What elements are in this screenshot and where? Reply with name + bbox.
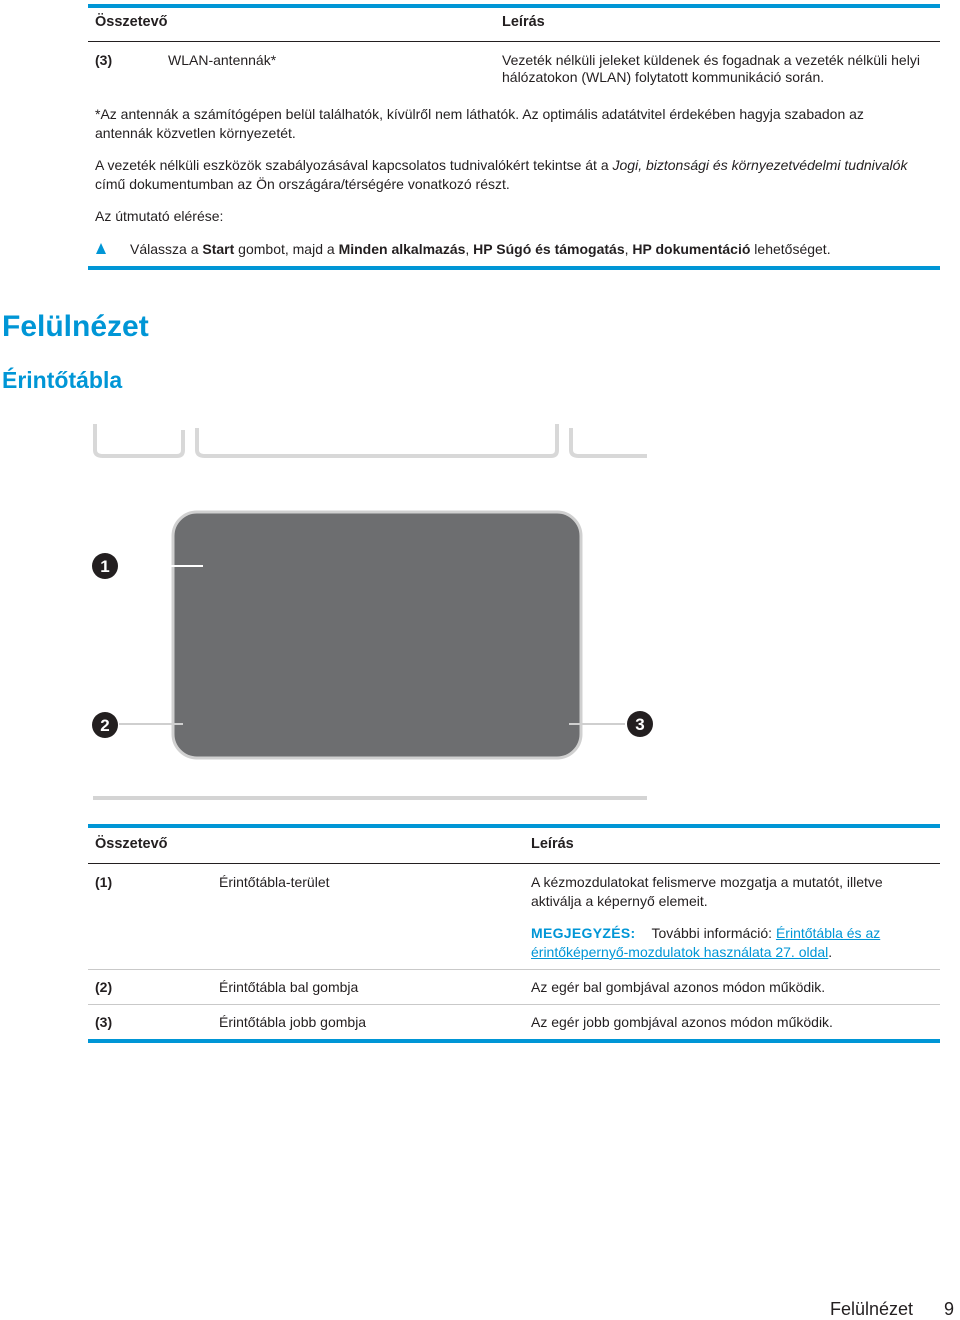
regulatory-paragraph-line2: című dokumentumban az Ön országára/térségére vonatkozó részt. [95,176,510,192]
footer-section-name: Felülnézet [830,1299,914,1319]
table-row-divider [88,1004,940,1005]
note-link-line2[interactable]: érintőképernyő-mozdulatok használata 27. oldal [531,944,829,960]
subsection-title: Érintőtábla [2,367,123,393]
bottom-table-header-divider [88,863,940,864]
note-link-line1[interactable]: Érintőtábla és az [775,925,881,941]
step-text-5: lehetőséget. [750,241,831,257]
keyboard-deck-outline [95,424,183,456]
step-text-1: Válassza a [130,241,203,257]
top-table-header-divider [88,41,940,42]
step-all-apps: Minden alkalmazás [338,241,466,257]
top-table-row-number: (3) [95,52,113,68]
step-hp-docs: HP dokumentáció [632,241,751,257]
touchpad-surface [173,512,581,758]
note-label: MEGJEGYZÉS: [531,925,636,941]
bottom-table-header-description: Leírás [531,836,574,852]
table-row-1-number: (1) [95,874,113,890]
top-table-bottom-rule [88,266,940,270]
step-text-3: , [465,241,474,257]
step-hp-help: HP Súgó és támogatás [473,241,625,257]
callout-2-label: 2 [100,716,110,735]
note-text: További információ: [651,925,776,941]
guide-step [130,240,831,259]
table-row-1-desc-line2: aktiválja a képernyő elemeit. [531,893,708,909]
top-table-row-desc-line1: Vezeték nélküli jeleket küldenek és fogadnak a vezeték nélküli helyi [502,52,920,68]
bottom-table-top-rule [88,824,940,828]
step-text-2: gombot, majd a [234,241,339,257]
step-start: Start [202,241,235,257]
table-row-1-desc-line1: A kézmozdulatokat felismerve mozgatja a mutatót, illetve [531,874,883,890]
top-table-row-desc-line2: hálózatokon (WLAN) folytatott kommunikáció során. [502,69,825,85]
triangle-bullet-icon [96,243,106,254]
top-table-row-name: WLAN-antennák* [168,52,277,68]
table-row-2-desc: Az egér bal gombjával azonos módon működik. [531,979,826,995]
bottom-table-header-component: Összetevő [95,836,168,852]
table-row-1-note [531,924,880,943]
guide-intro: Az útmutató elérése: [95,208,224,224]
top-table-top-rule [88,4,940,8]
table-row-1-note-line2 [531,943,832,962]
table-row-3-name: Érintőtábla jobb gombja [219,1014,367,1030]
step-text-4: , [624,241,633,257]
callout-3-label: 3 [635,715,645,734]
footnote-line1: *Az antennák a számítógépen belül találhatók, kívülről nem láthatók. Az optimális adatátvitel érdekében hagyja szabadon az [95,106,864,122]
bottom-table-bottom-rule [88,1039,940,1043]
regulatory-document-title: Jogi, biztonsági és környezetvédelmi tudnivalók [612,157,908,173]
regulatory-text: A vezeték nélküli eszközök szabályozásával kapcsolatos tudnivalókért tekintse át a [95,157,613,173]
section-title: Felülnézet [2,310,149,343]
table-row-divider [88,969,940,970]
top-table-header-component: Összetevő [95,14,168,30]
table-row-2-number: (2) [95,979,113,995]
top-table-header-description: Leírás [502,14,545,30]
table-row-1-name: Érintőtábla-terület [219,874,330,890]
regulatory-paragraph-line1 [95,156,907,175]
table-row-3-number: (3) [95,1014,113,1030]
table-row-2-name: Érintőtábla bal gombja [219,979,359,995]
callout-1-label: 1 [100,557,110,576]
note-end: . [828,944,833,960]
table-row-3-desc: Az egér jobb gombjával azonos módon működik. [531,1014,833,1030]
touchpad-illustration [85,420,665,810]
footer-page-number: 9 [944,1299,955,1319]
footnote-line2: antennák közvetlen környezetét. [95,125,296,141]
